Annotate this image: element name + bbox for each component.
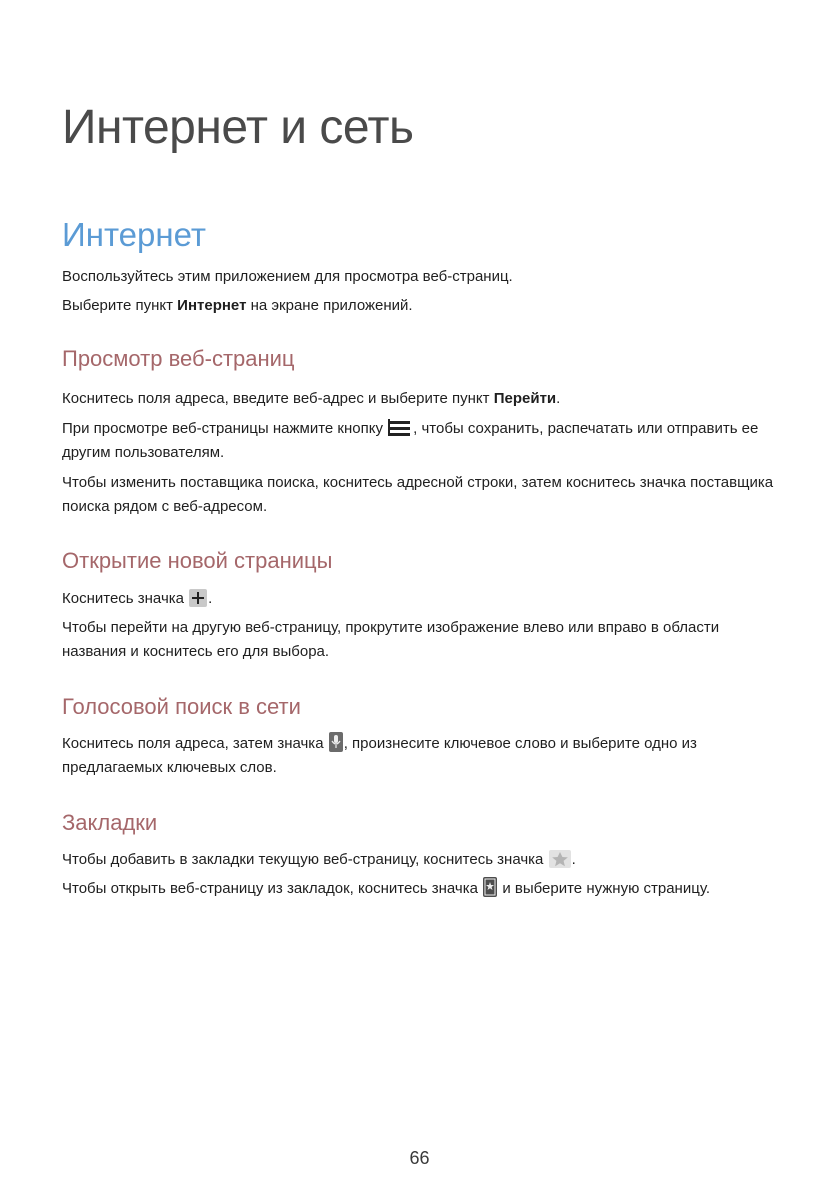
- text: Чтобы перейти на другую веб-страницу, прокрутите изображение влево или вправо в области названия и коснитесь его для выбора.: [62, 619, 720, 660]
- text: , произнесите ключевое слово и выберите одно из предлагаемых ключевых слов.: [62, 735, 697, 776]
- browse-paragraph-1: [62, 387, 777, 411]
- text: .: [571, 851, 576, 868]
- chapter-title: Интернет и сеть: [62, 101, 414, 154]
- bookmarks-paragraph-1: [62, 848, 777, 872]
- text: Выберите пункт: [62, 297, 178, 314]
- text: Чтобы открыть веб-страницу из закладок, коснитесь значка: [62, 880, 483, 897]
- browse-paragraph-3: [62, 471, 777, 519]
- bookmarks-heading: Закладки: [62, 810, 158, 835]
- newpage-paragraph-1: [62, 587, 777, 611]
- voice-search-heading: Голосовой поиск в сети: [62, 694, 301, 719]
- star-icon: [549, 850, 571, 868]
- browse-heading: Просмотр веб-страниц: [62, 346, 295, 371]
- microphone-icon: [329, 732, 343, 752]
- newpage-paragraph-2: [62, 616, 777, 664]
- text: При просмотре веб-страницы нажмите кнопку: [62, 420, 388, 437]
- text: Коснитесь поля адреса, затем значка: [62, 735, 328, 752]
- browse-paragraph-2: [62, 417, 777, 465]
- text: .: [556, 390, 561, 407]
- page-number: 66: [409, 1148, 430, 1168]
- bookmark-icon: [483, 877, 497, 897]
- intro-text: Воспользуйтесь этим приложением для просмотра веб-страниц.: [62, 268, 513, 285]
- intro-paragraph-2: [62, 294, 777, 318]
- text: Коснитесь поля адреса, введите веб-адрес и выберите пункт: [62, 390, 494, 407]
- bookmarks-paragraph-2: [62, 877, 777, 901]
- intro-paragraph-1: [62, 265, 777, 289]
- text: .: [208, 590, 213, 607]
- text: Коснитесь значка: [62, 590, 189, 607]
- text: на экране приложений.: [246, 297, 413, 314]
- plus-icon: [189, 589, 207, 607]
- new-page-heading: Открытие новой страницы: [62, 548, 333, 573]
- go-label: Перейти: [493, 390, 557, 407]
- internet-app-name: Интернет: [177, 297, 247, 314]
- text: и выберите нужную страницу.: [498, 880, 710, 897]
- section-title: Интернет: [62, 216, 206, 253]
- text: Чтобы добавить в закладки текущую веб-страницу, коснитесь значка: [62, 851, 548, 868]
- menu-icon: [388, 419, 412, 437]
- text: Чтобы изменить поставщика поиска, коснитесь адресной строки, затем коснитесь значка поставщика поиска рядом с веб-адресом.: [62, 474, 774, 515]
- voice-paragraph-1: [62, 732, 777, 780]
- text: , чтобы сохранить, распечатать или отправить ее другим пользователям.: [62, 420, 759, 461]
